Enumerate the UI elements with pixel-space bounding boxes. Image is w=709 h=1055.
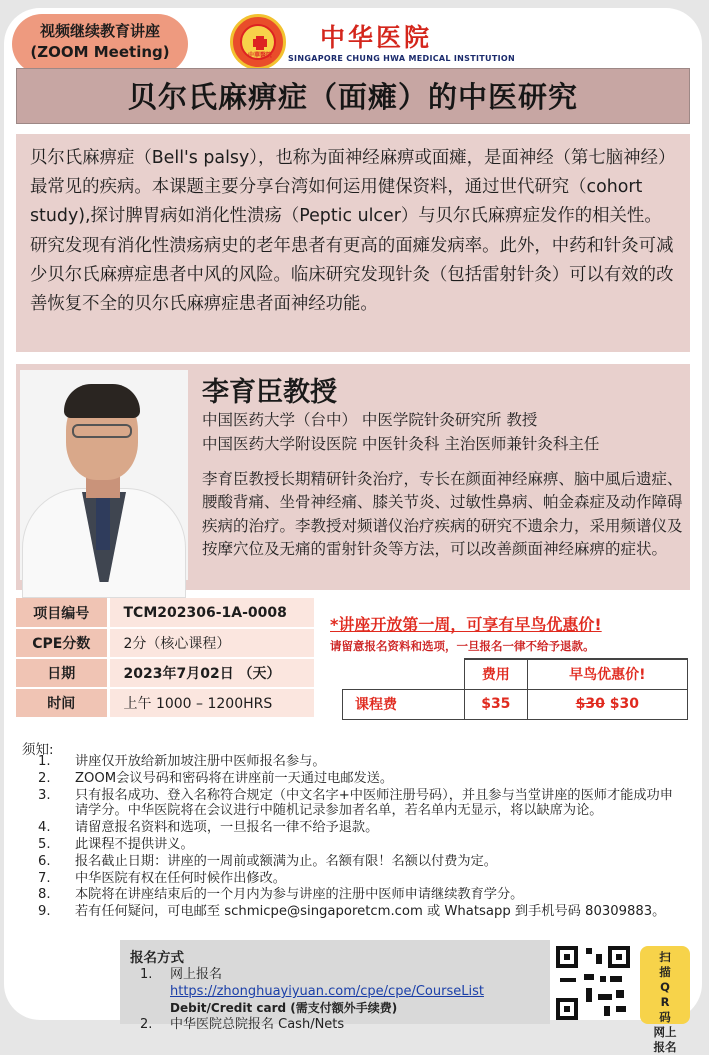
fee-table <box>342 658 688 720</box>
list-item: 2. ZOOM会议号码和密码将在讲座前一天通过电邮发送。 <box>38 770 394 786</box>
info-value: 2分（核心课程） <box>108 628 314 658</box>
info-label: 项目编号 <box>16 598 108 628</box>
early-bird-headline: *讲座开放第一周，可享有早鸟优惠价! <box>330 615 602 634</box>
old-price: $30 <box>575 696 605 712</box>
info-label: 时间 <box>16 688 108 718</box>
page-title: 贝尔氏麻痹症（面瘫）的中医研究 <box>127 80 578 114</box>
fee-row-label: 课程费 <box>343 689 465 719</box>
fee-price: $35 <box>465 689 528 719</box>
list-item: 5. 此课程不提供讲义。 <box>38 836 194 852</box>
list-item: 6. 报名截止日期：讲座的一周前或额满为止。名额有限！名额以付费为定。 <box>38 853 497 869</box>
table-row <box>16 598 314 628</box>
speaker-name: 李育臣教授 <box>202 377 337 408</box>
qr-code-icon[interactable] <box>556 946 630 1020</box>
registration-option-online: 1. 网上报名 https://zhonghuayiyuan.com/cpe/cpe/CourseList <box>140 967 484 999</box>
list-item: 1. 讲座仅开放给新加坡注册中医师报名参与。 <box>38 754 326 769</box>
info-label: CPE分数 <box>16 628 108 658</box>
flyer <box>4 8 702 1054</box>
speaker-title-2: 中国医药大学附设医院 中医针灸科 主治医师兼针灸科主任 <box>202 435 600 453</box>
info-value: 上午 1000 – 1200HRS <box>108 688 314 718</box>
list-item: 8. 本院将在讲座结束后的一个月内为参与讲座的注册中医师申请继续教育学分。 <box>38 887 524 903</box>
hospital-logo <box>230 14 286 70</box>
list-item: 7. 中华医院有权在任何时候作出修改。 <box>38 870 286 886</box>
notes-list <box>22 754 682 921</box>
early-bird-column-header: 早鸟优惠价! <box>527 659 687 689</box>
event-badge <box>12 14 188 74</box>
abstract-panel <box>16 134 690 352</box>
info-value: TCM202306-1A-0008 <box>108 598 314 628</box>
notes-heading: 须知: <box>22 742 54 758</box>
refund-note: 请留意报名资料和选项，一旦报名一律不给予退款。 <box>330 639 595 653</box>
list-item: 9. 若有任何疑问，可电邮至 schmicpe@singaporetcm.com 或 Whatsapp 到手机号码 80309883。 <box>38 904 666 920</box>
table-row <box>16 688 314 718</box>
title-bar <box>16 68 690 124</box>
info-label: 日期 <box>16 658 108 688</box>
registration-box <box>120 940 550 1032</box>
early-price: $30 <box>609 696 639 712</box>
abstract-text: 贝尔氏麻痹症（Bell's palsy），也称为面神经麻痹或面瘫，是面神经（第七脑神经）最常见的疾病。本课题主要分享台湾如何运用健保资料，通过世代研究（cohort study),探讨脾胃病如消化性溃疡（Peptic ulcer）与贝尔氏麻痹症发作的相关性。研究发现有消化性溃疡病史的老年患者有更高的面瘫发病率。此外，中药和针灸可减少贝尔氏麻痹症患者中风的风险。临床研究发现针灸（包括雷射针灸）可以有效的改善恢复不全的贝尔氏麻痹症患者面神经功能。 <box>30 148 676 315</box>
info-value: 2023年7月02日 （天） <box>108 658 314 688</box>
speaker-photo <box>20 370 188 580</box>
registration-heading: 报名方式 <box>130 950 184 966</box>
institution-name-en: SINGAPORE CHUNG HWA MEDICAL INSTITUTION <box>288 54 515 63</box>
registration-link[interactable]: https://zhonghuayiyuan.com/cpe/cpe/CourseList <box>170 984 484 999</box>
table-row <box>343 659 688 689</box>
institution-name-cn: 中华医院 <box>320 23 433 52</box>
badge-line2: (ZOOM Meeting) <box>30 43 170 61</box>
logo-text: 中華醫院 <box>247 52 272 59</box>
fee-column-header: 费用 <box>465 659 528 689</box>
payment-note: Debit/Credit card (需支付额外手续费) <box>170 1001 398 1015</box>
table-row <box>343 689 688 719</box>
table-row <box>16 658 314 688</box>
course-info-table <box>16 598 314 719</box>
list-item: 3. 只有报名成功、登入名称符合规定（中文名字+中医师注册号码），并且参与当堂讲座的医师才能成功申请学分。中华医院将在会议进行中随机记录参加者名单，若名单内无显示，将以缺席为论。 <box>38 787 673 819</box>
registration-option-counter: 2. 中华医院总院报名 Cash/Nets <box>140 1017 345 1032</box>
scan-qr-label: 扫 描 Q R 码 网上 报名 <box>640 946 690 1024</box>
early-bird-price-cell <box>527 689 687 719</box>
list-item: 4. 请留意报名资料和选项，一旦报名一律不给予退款。 <box>38 820 379 836</box>
badge-line1: 视频继续教育讲座 <box>39 22 160 40</box>
speaker-title-1: 中国医药大学（台中） 中医学院针灸研究所 教授 <box>202 411 538 429</box>
speaker-bio: 李育臣教授长期精研针灸治疗，专长在颜面神经麻痹、脑中風后遗症、腰酸背痛、坐骨神经痛、膝关节炎、过敏性鼻病、帕金森症及动作障碍疾病的治疗。李教授对频谱仪治疗疾病的研究不遗余力，采用频谱仪及按摩穴位及无痛的雷射针灸等方法，可以改善颜面神经麻痹的症状。 <box>202 470 683 559</box>
speaker-panel <box>16 364 690 590</box>
table-row <box>16 628 314 658</box>
